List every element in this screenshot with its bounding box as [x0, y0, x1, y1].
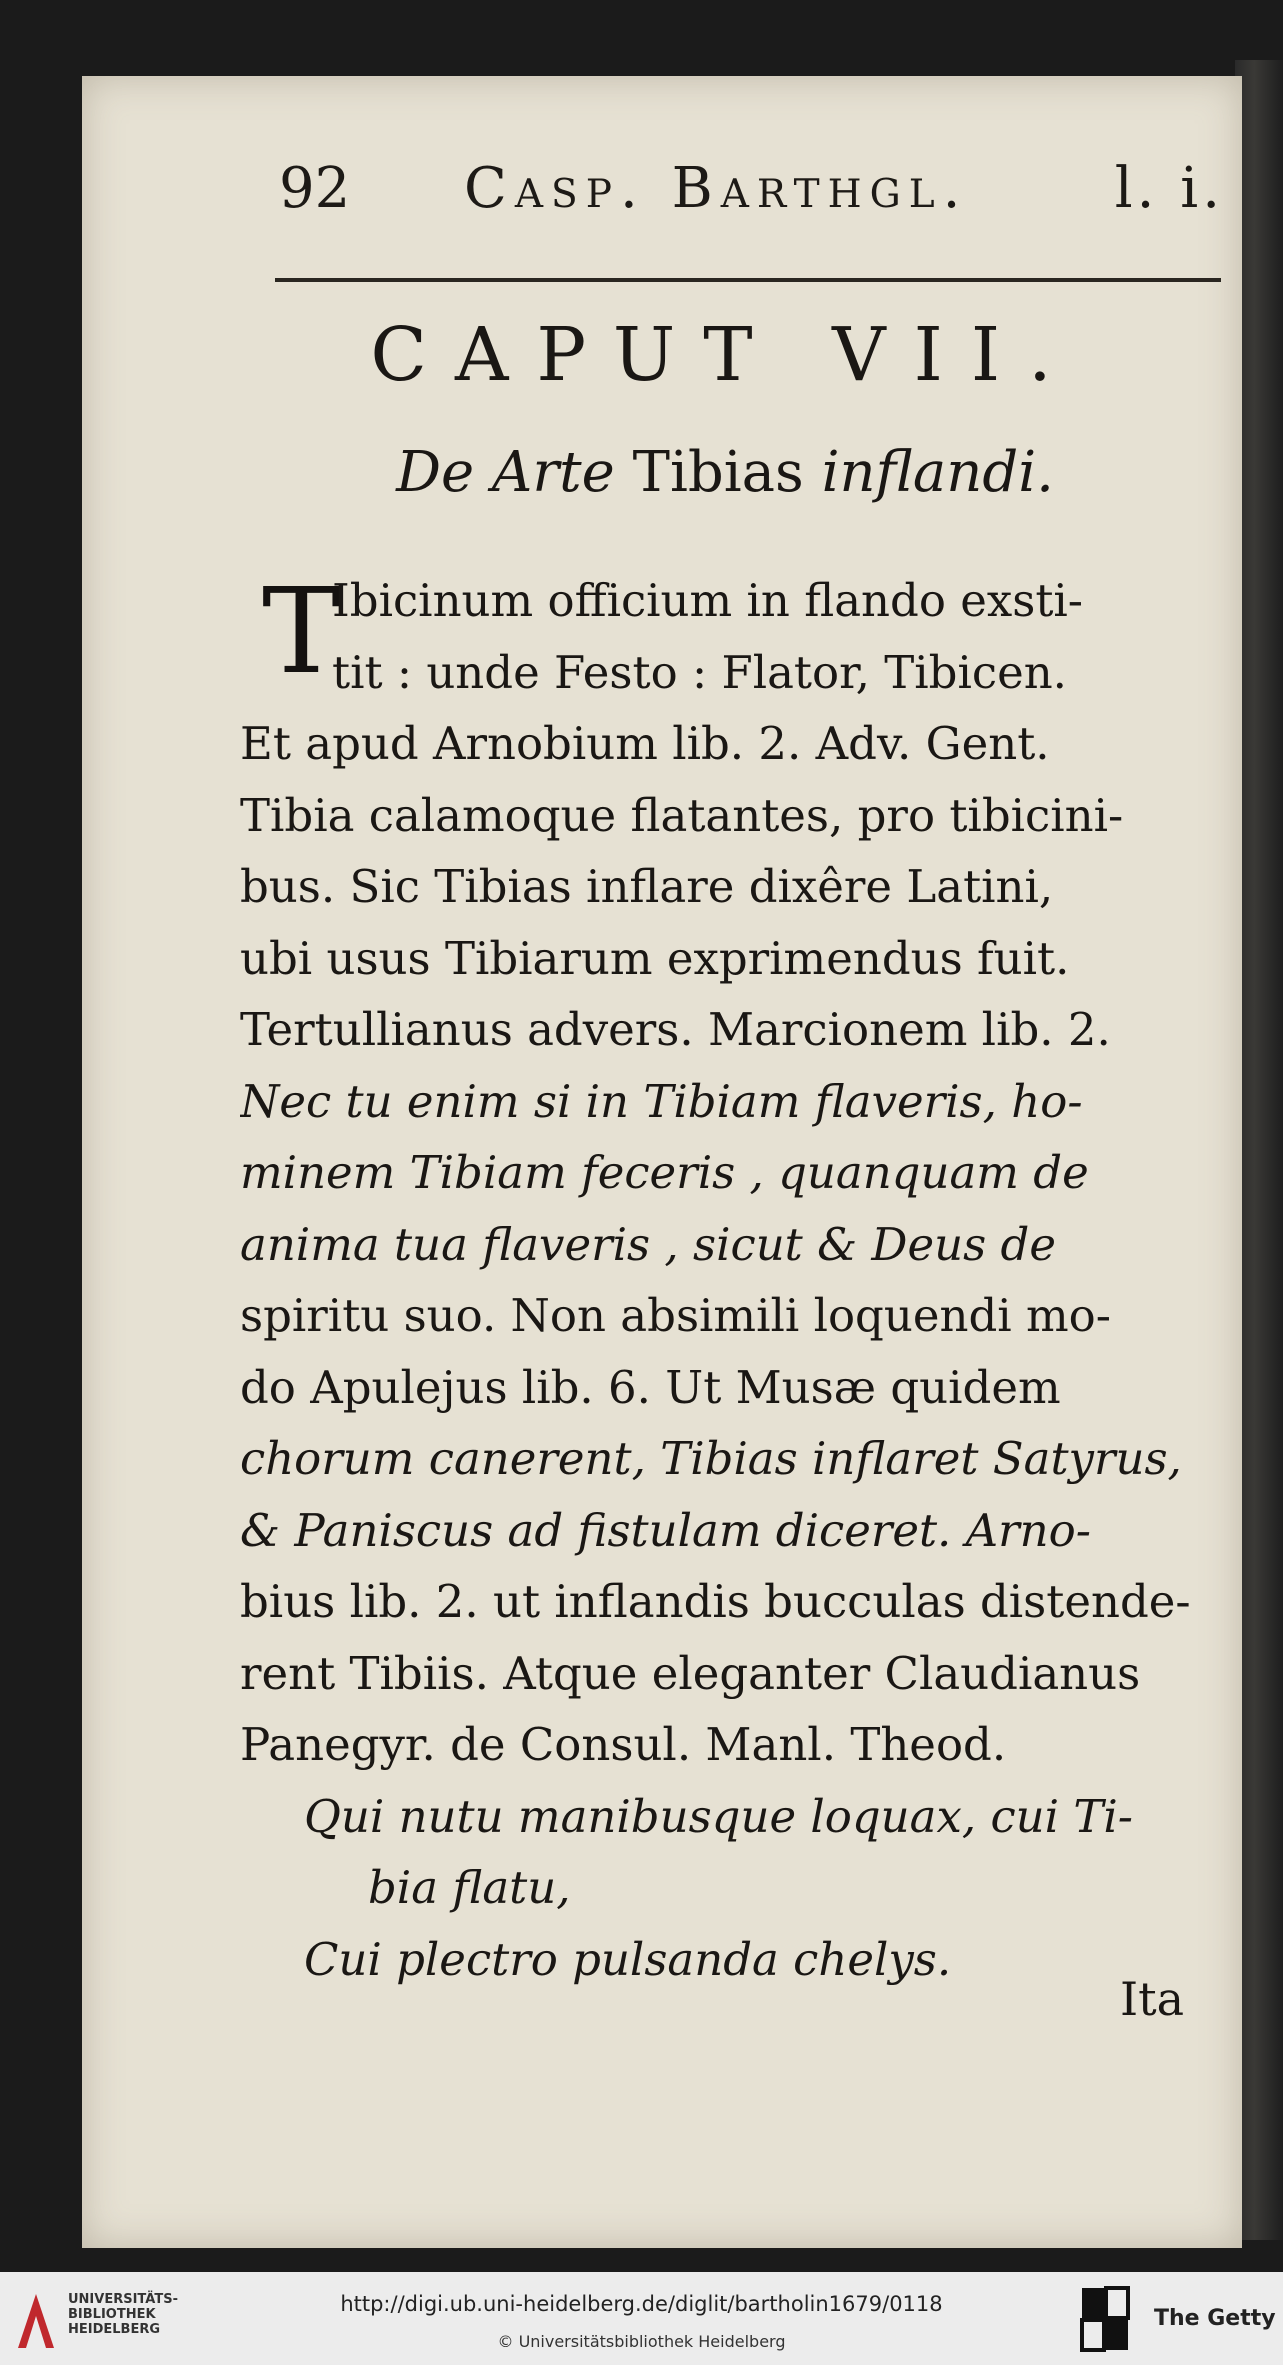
chapter-title: CAPUT VII. [370, 312, 1080, 398]
page-header [194, 150, 1224, 230]
chapter-subtitle [200, 440, 1250, 505]
text-line: bus. Sic Tibias inflare dixêre Latini, [240, 860, 1054, 913]
text-line: minem Tibiam feceris , quanquam de [240, 1146, 1089, 1199]
text-line: tit : unde Festo : Flator, Tibicen. [332, 645, 1067, 699]
page-number: 92 [279, 156, 351, 221]
running-title: Casp. Barthgl. [464, 156, 969, 221]
getty-logo-icon [1080, 2286, 1130, 2352]
copyright-notice: © Universitätsbibliothek Heidelberg [497, 2332, 786, 2351]
text-line: Tibia calamoque flatantes, pro tibicini- [240, 788, 1124, 842]
text-line: bius lib. 2. ut inflandis bucculas distende- [240, 1575, 1191, 1628]
text-line: Nec tu enim si in Tibiam flaveris, ho- [240, 1074, 1083, 1128]
text-line: rent Tibiis. Atque eleganter Claudianus [240, 1646, 1141, 1700]
header-rule [275, 278, 1221, 282]
subtitle-part-1: De Arte [396, 440, 615, 505]
text-line: Ibicinum officium in flando exsti- [332, 574, 1084, 627]
book-reference: l. i. [1114, 156, 1224, 221]
viewer-footer [0, 2272, 1283, 2365]
library-name-line-3: HEIDELBERG [68, 2322, 161, 2337]
library-name-line-1: UNIVERSITÄTS- [68, 2292, 178, 2307]
body-text [240, 562, 1210, 1995]
text-line: spiritu suo. Non absimili loquendi mo- [240, 1289, 1111, 1342]
text-line: anima tua flaveris , sicut & Deus de [240, 1217, 1056, 1271]
text-line: do Apulejus lib. 6. Ut Musæ quidem [240, 1360, 1061, 1414]
text-line: & Paniscus ad fistulam diceret. Arno- [240, 1503, 1091, 1557]
catchword: Ita [1120, 1972, 1185, 2026]
partner-name: The Getty [1154, 2306, 1276, 2331]
permalink-url[interactable]: http://digi.ub.uni-heidelberg.de/diglit/bartholin1679/0118 [340, 2292, 943, 2316]
subtitle-part-2: Tibias [632, 440, 804, 505]
verse-line: bia flatu, [368, 1861, 571, 1914]
drop-capital: T [262, 562, 341, 700]
text-line: Tertullianus advers. Marcionem lib. 2. [240, 1003, 1111, 1056]
text-line: chorum canerent, Tibias inflaret Satyrus, [240, 1432, 1182, 1485]
library-name-line-2: BIBLIOTHEK [68, 2307, 156, 2322]
verse-line: Cui plectro pulsanda chelys. [304, 1932, 952, 1986]
text-line: ubi usus Tibiarum exprimendus fuit. [240, 931, 1070, 985]
text-line: Et apud Arnobium lib. 2. Adv. Gent. [240, 717, 1050, 770]
subtitle-part-3: inflandi. [821, 440, 1054, 505]
text-line: Panegyr. de Consul. Manl. Theod. [240, 1718, 1007, 1771]
verse-line: Qui nutu manibusque loquax, cui Ti- [304, 1789, 1133, 1843]
